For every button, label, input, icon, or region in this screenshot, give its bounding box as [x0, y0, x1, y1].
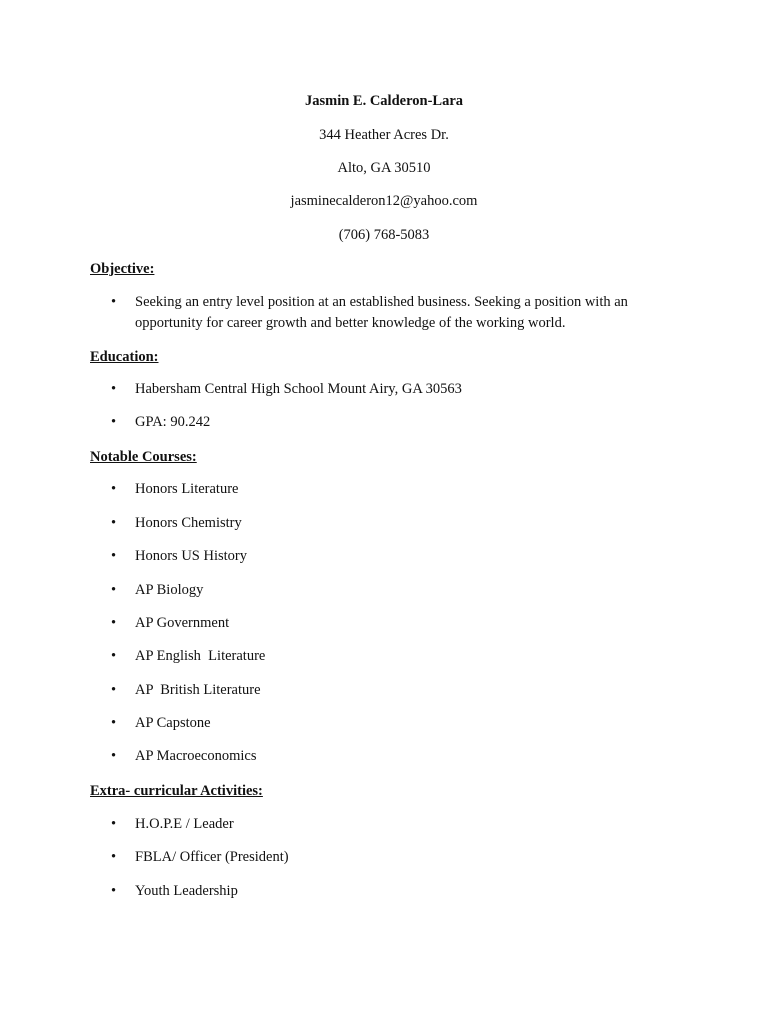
bullet-icon: •: [111, 883, 117, 899]
bullet-icon: •: [111, 515, 117, 531]
course-item: AP Capstone: [135, 715, 211, 731]
bullet-icon: •: [111, 548, 117, 564]
courses-heading: Notable Courses:: [90, 449, 197, 465]
bullet-icon: •: [111, 481, 117, 497]
education-item: GPA: 90.242: [135, 414, 211, 430]
activity-item: FBLA/ Officer (President): [135, 849, 289, 865]
activities-heading: Extra- curricular Activities:: [90, 783, 263, 799]
bullet-icon: •: [111, 849, 117, 865]
course-item: AP British Literature: [135, 682, 261, 698]
course-item: AP Biology: [135, 582, 204, 598]
phone-number: (706) 768-5083: [338, 227, 430, 243]
bullet-icon: •: [111, 414, 117, 430]
resume-name: Jasmin E. Calderon-Lara: [304, 93, 464, 109]
objective-heading: Objective:: [90, 261, 155, 277]
objective-item: Seeking an entry level position at an established business. Seeking a position with an opportunity for career growth and better knowledge of the working world.: [135, 294, 628, 331]
course-item: Honors Chemistry: [135, 515, 242, 531]
bullet-icon: •: [111, 294, 117, 310]
course-item: Honors US History: [135, 548, 247, 564]
bullet-icon: •: [111, 381, 117, 397]
bullet-icon: •: [111, 648, 117, 664]
bullet-icon: •: [111, 682, 117, 698]
course-item: AP Government: [135, 615, 230, 631]
education-heading: Education:: [90, 349, 159, 365]
city-state-zip: Alto, GA 30510: [337, 160, 431, 176]
activity-item: H.O.P.E / Leader: [135, 816, 234, 832]
education-item: Habersham Central High School Mount Airy, GA 30563: [135, 381, 462, 397]
bullet-icon: •: [111, 582, 117, 598]
bullet-icon: •: [111, 816, 117, 832]
bullet-icon: •: [111, 615, 117, 631]
street-address: 344 Heather Acres Dr.: [319, 127, 449, 143]
bullet-icon: •: [111, 748, 117, 764]
course-item: Honors Literature: [135, 481, 239, 497]
course-item: AP Macroeconomics: [135, 748, 257, 764]
email-address: jasminecalderon12@yahoo.com: [290, 193, 478, 209]
course-item: AP English Literature: [135, 648, 266, 664]
activity-item: Youth Leadership: [135, 883, 238, 899]
bullet-icon: •: [111, 715, 117, 731]
